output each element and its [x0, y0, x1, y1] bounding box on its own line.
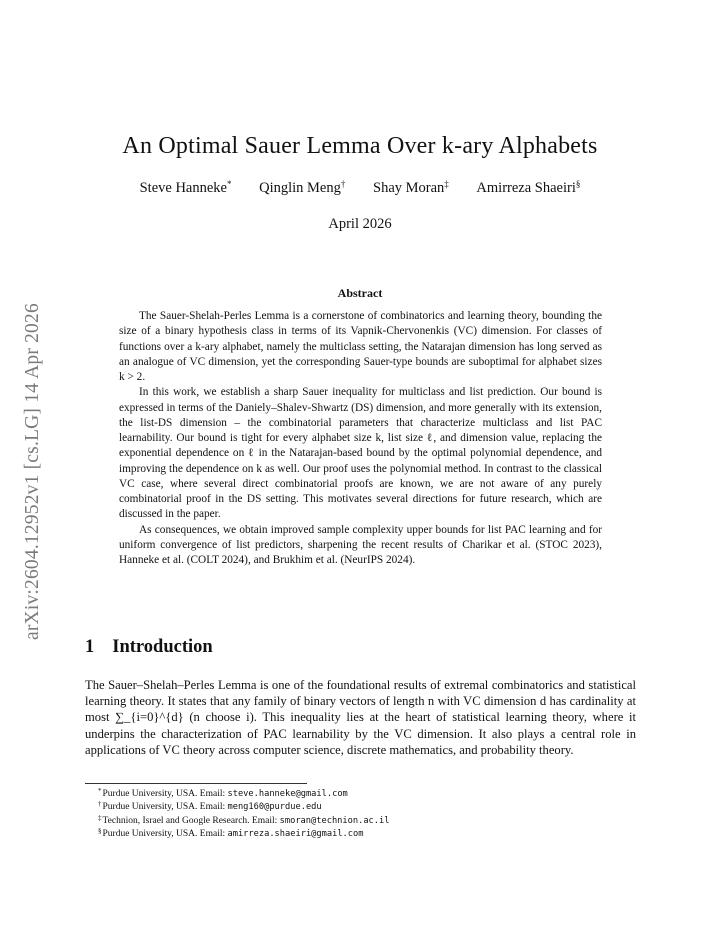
author: Shay Moran‡: [373, 179, 449, 196]
email-link[interactable]: smoran@technion.ac.il: [279, 815, 390, 826]
introduction-body: [85, 677, 636, 758]
section-number: 1: [85, 637, 95, 657]
author: Amirreza Shaeiri§: [476, 179, 581, 196]
abstract-paragraph: In this work, we establish a sharp Sauer inequality for multiclass and list prediction. Our bound is expressed in terms of the Daniely–Shalev-Shwartz (DS) dimension, and more generally with its extension, the list-DS dimension – the combinatorial parameters that characterize multiclass and list PAC learnability. Our bound is tight for every alphabet size k, list size ℓ, and dimension value, replacing the exponential dependence on ℓ in the Natarajan-based bound by the optimal polynomial dependence, and improving the dependence on k as well. Our proof uses the polynomial method. In contrast to the classical VC case, where several direct combinatorial proofs are known, we are not aware of any purely combinatorial proof in the DS setting. This motivates several directions for future research, which are discussed in the paper.: [119, 386, 602, 521]
author: Qinglin Meng†: [259, 179, 346, 196]
footnotes: [98, 788, 389, 841]
arxiv-identifier: arXiv:2604.12952v1 [cs.LG] 14 Apr 2026: [22, 303, 43, 640]
author: Steve Hanneke*: [139, 179, 232, 196]
footnote-rule: [85, 783, 307, 784]
footnote: ‡Technion, Israel and Google Research. Email: smoran@technion.ac.il: [98, 813, 390, 826]
abstract-paragraph: The Sauer-Shelah-Perles Lemma is a cornerstone of combinatorics and learning theory, bounding the size of a binary hypothesis class in terms of its Vapnik-Chervonenkis (VC) dimension. For classes of functions over a k-ary alphabet, namely the multiclass setting, the Natarajan dimension has long served as an analogue of VC dimension, yet the corresponding Sauer-type bounds are suboptimal for alphabet sizes k > 2.: [119, 310, 602, 383]
email-link[interactable]: amirreza.shaeiri@gmail.com: [227, 828, 364, 839]
footnote: §Purdue University, USA. Email: amirreza.shaeiri@gmail.com: [98, 826, 364, 839]
footnote: *Purdue University, USA. Email: steve.hanneke@gmail.com: [98, 787, 348, 799]
email-link[interactable]: meng160@purdue.edu: [227, 802, 322, 813]
paper-title: An Optimal Sauer Lemma Over k-ary Alphabets: [122, 133, 598, 159]
abstract-body: [119, 309, 602, 568]
section-heading: [85, 637, 213, 658]
abstract-paragraph: As consequences, we obtain improved sample complexity upper bounds for list PAC learning and for uniform convergence of list predictors, sharpening the recent results of Charikar et al. (STOC 2023), Hanneke et al. (COLT 2024), and Brukhim et al. (NeurIPS 2024).: [119, 523, 602, 566]
email-link[interactable]: steve.hanneke@gmail.com: [227, 789, 348, 799]
author-list: [0, 180, 720, 197]
abstract-heading: Abstract: [337, 286, 383, 300]
body-paragraph: The Sauer–Shelah–Perles Lemma is one of the foundational results of extremal combinatorics and statistical learning theory. It states that any family of binary vectors of length n with VC dimension d has cardinality at most ∑_{i=0}^{d} (n choose i). This inequality lies at the heart of statistical learning theory, where it underpins the characterization of PAC learnability by the VC dimension. It also plays a central role in applications of VC theory across computer science, discrete mathematics, and probability theory.: [85, 678, 636, 757]
paper-date: April 2026: [328, 216, 392, 232]
footnote: †Purdue University, USA. Email: meng160@purdue.edu: [98, 800, 322, 813]
section-title: Introduction: [112, 637, 213, 657]
